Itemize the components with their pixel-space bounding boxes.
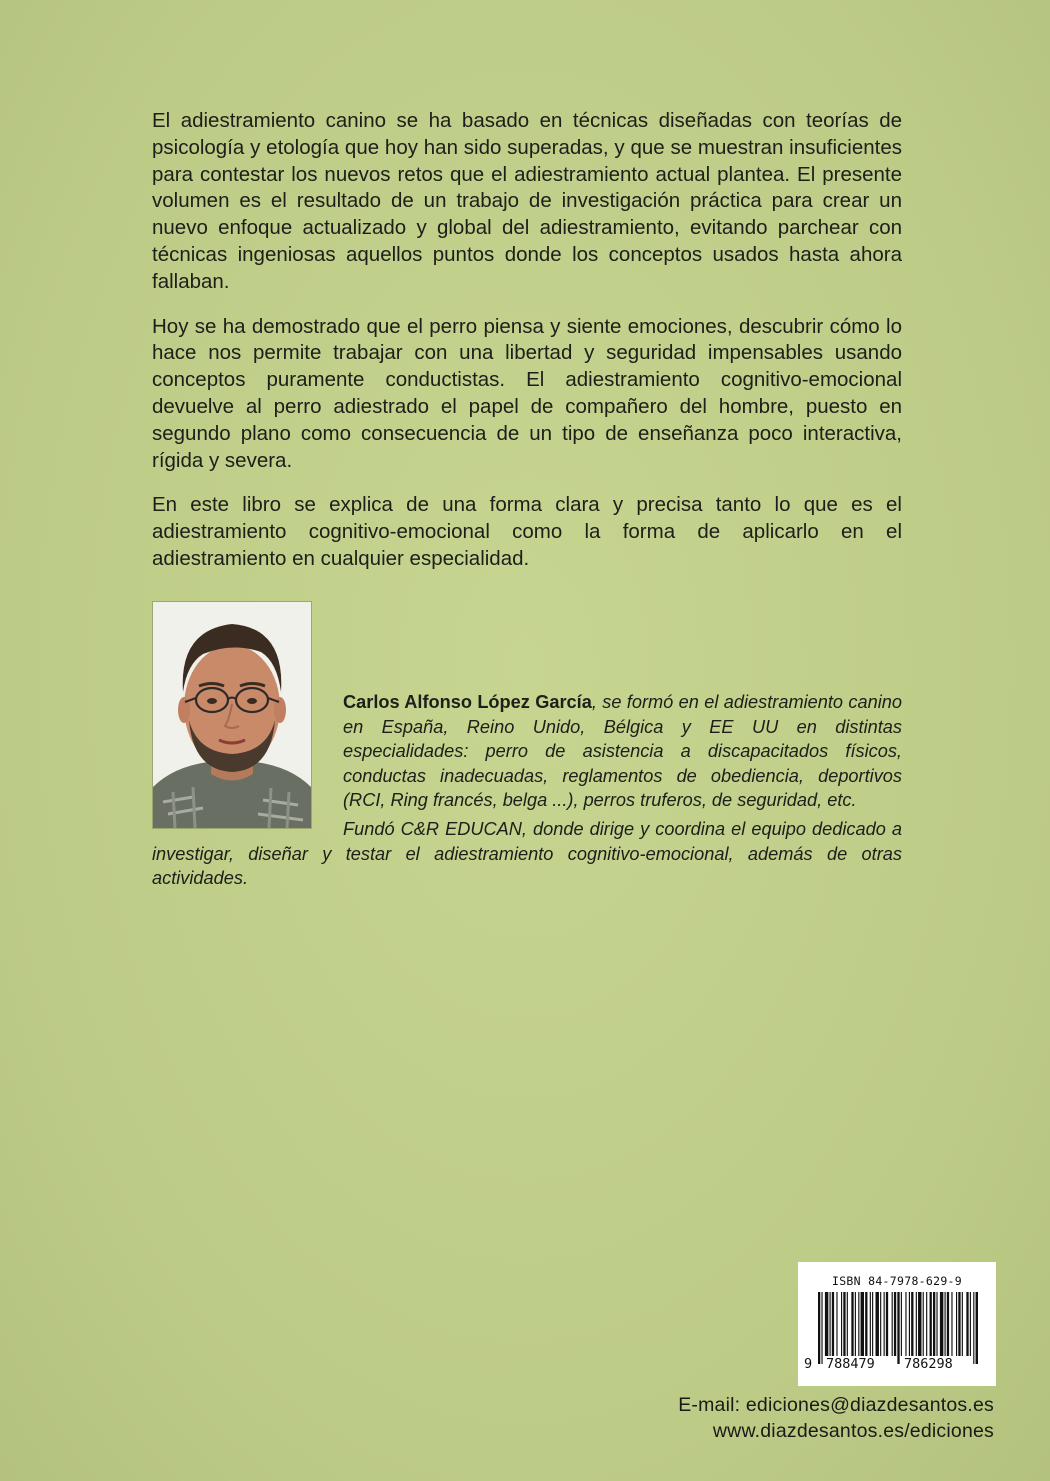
barcode-label xyxy=(798,1262,996,1386)
author-name: Carlos Alfonso López García xyxy=(343,692,592,712)
publisher-contact xyxy=(678,1392,994,1444)
isbn-number: ISBN 84-7978-629-9 xyxy=(831,1274,963,1288)
paragraph-1: El adiestramiento canino se ha basado en técnicas diseñadas con teorías de psicología y etología que hoy han sido superadas, y que se muestran insuficientes para contestar los nuevos retos que el adiestramiento actual plantea. El presente volumen es el resultado de un trabajo de investigación práctica para crear un nuevo enfoque actualizado y global del adiestramiento, evitando parchear con técnicas ingeniosas aquellos puntos donde los conceptos usados hasta ahora fallaban. xyxy=(152,109,902,293)
author-bio-text-1: , se formó en el adiestramiento canino en España, Reino Unido, Bélgica y EE UU en distintas especialidades: perro de asistencia a discapacitados físicos, conductas inadecuadas, reglamentos de obediencia, deportivos (RCI, Ring francés, belga ...), perros truferos, de seguridad, etc. xyxy=(343,692,902,811)
paragraph-3: En este libro se explica de una forma clara y precisa tanto lo que es el adiestramiento cognitivo-emocional como la forma de aplicarlo en el adiestramiento en cualquier especialidad. xyxy=(152,493,902,570)
author-bio xyxy=(152,690,902,891)
author-bio-first xyxy=(343,690,902,813)
website-link[interactable]: www.diazdesantos.es/ediciones xyxy=(712,1420,994,1442)
author-bio-text-2: Fundó C&R EDUCAN, donde dirige y coordina el equipo dedicado a investigar, diseñar y testar el adiestramiento cognitivo-emocional, además de otras actividades. xyxy=(152,818,902,889)
barcode-digit-prefix: 9 xyxy=(804,1356,813,1372)
description-text xyxy=(152,108,902,591)
barcode-digits-left: 788479 xyxy=(826,1356,875,1372)
barcode-digits-right: 786298 xyxy=(904,1356,953,1372)
barcode-icon xyxy=(818,1292,978,1364)
email-text[interactable]: E-mail: ediciones@diazdesantos.es xyxy=(678,1394,994,1416)
paragraph-2: Hoy se ha demostrado que el perro piensa y siente emociones, descubrir cómo lo hace nos permite trabajar con una libertad y seguridad impensables usando conceptos puramente conductistas. El adiestramiento cognitivo-emocional devuelve al perro adiestrado el papel de compañero del hombre, puesto en segundo plano como consecuencia de un tipo de enseñanza poco interactiva, rígida y severa. xyxy=(152,314,902,472)
